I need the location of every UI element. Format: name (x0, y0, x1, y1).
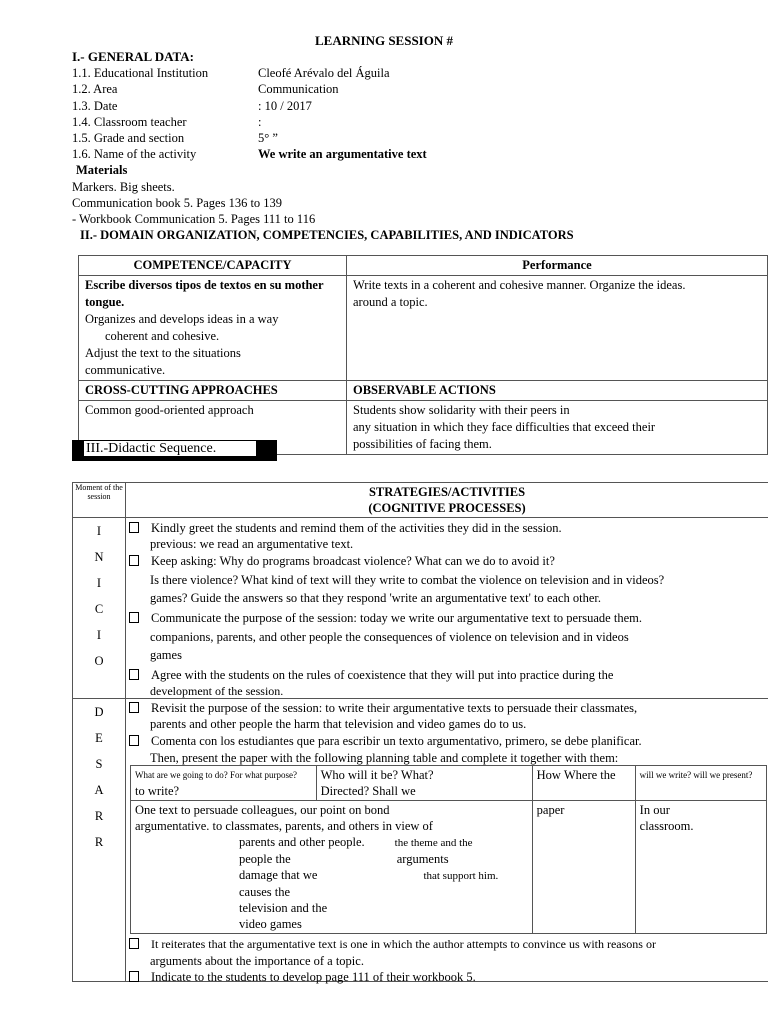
gd-label-3: 1.3. Date (72, 99, 118, 113)
action-line-3: possibilities of facing them. (353, 437, 492, 451)
checkbox-icon (129, 702, 139, 713)
competence-header: COMPETENCE/CAPACITY (79, 256, 347, 276)
plan-paper: paper (536, 803, 565, 817)
inicio-line: development of the session. (150, 684, 284, 698)
checkbox-icon (129, 555, 139, 566)
letter: A (94, 783, 104, 797)
plan-row-line: arguments (396, 852, 449, 866)
letter: S (95, 757, 103, 771)
inicio-line: Keep asking: Why do programs broadcast violence? What can we do to avoid it? (151, 554, 555, 568)
inicio-activities (126, 518, 768, 699)
desarrollo-line: Then, present the paper with the following planning table and complete it together with them: (150, 751, 619, 765)
plan-row-line: One text to persuade colleagues, our point on bond (135, 803, 390, 817)
cross-cutting-header: CROSS-CUTTING APPROACHES (79, 381, 347, 401)
gd-value-6: We write an argumentative text (258, 147, 427, 161)
didactic-sequence-heading: III.-Didactic Sequence. (84, 441, 256, 456)
strategies-header: STRATEGIES/ACTIVITIES (368, 485, 526, 499)
plan-classroom: In our (639, 803, 670, 817)
plan-row-line: argumentative. to classmates, parents, and others in view of (135, 819, 433, 833)
closing-line: Indicate to the students to develop page 111 of their workbook 5. (151, 970, 476, 984)
inicio-line: games? Guide the answers so that they respond 'write an argumentative text' to each other. (150, 591, 602, 605)
capacity-1b: coherent and cohesive. (105, 329, 220, 343)
action-line-2: any situation in which they face difficulties that exceed their (353, 420, 656, 434)
plan-row-line: damage that we (239, 868, 318, 882)
plan-row-line: parents and other people. (239, 835, 365, 849)
plan-row-line: the theme and the (394, 837, 473, 849)
gd-value-4: : (258, 115, 262, 129)
materials-line-1: Markers. Big sheets. (72, 180, 175, 194)
checkbox-icon (129, 971, 139, 982)
closing-line: arguments about the importance of a topic. (150, 954, 364, 968)
general-data-heading: I.- GENERAL DATA: (72, 49, 194, 64)
letter: I (96, 576, 102, 590)
checkbox-icon (129, 938, 139, 949)
inicio-line: previous: we read an argumentative text. (150, 537, 354, 551)
inicio-line: Kindly greet the students and remind them of the activities they did in the session. (151, 521, 562, 535)
inicio-line: games (150, 648, 182, 662)
inicio-line: Communicate the purpose of the session: today we write our argumentative text to persuade them. (151, 611, 642, 625)
didactic-sequence-banner (72, 440, 277, 461)
closing-line: It reiterates that the argumentative text is one in which the author attempts to convince us with reasons or (151, 937, 656, 951)
gd-label-6: 1.6. Name of the activity (72, 147, 197, 161)
observable-actions-header: OBSERVABLE ACTIONS (347, 381, 768, 401)
plan-header-who: Who will it be? What? (320, 768, 434, 782)
plan-row-line: causes the (239, 885, 291, 899)
moment-header: Moment of the session (73, 483, 126, 518)
gd-value-5: 5° ” (258, 131, 278, 145)
desarrollo-line: Comenta con los estudiantes que para escribir un texto argumentativo, primero, se debe planificar. (151, 734, 642, 748)
letter: O (94, 654, 104, 668)
domain-heading: II.- DOMAIN ORGANIZATION, COMPETENCIES, CAPABILITIES, AND INDICATORS (80, 228, 574, 242)
competence-text: Escribe diversos tipos de textos en su mother tongue. (85, 278, 324, 309)
approach-text: Common good-oriented approach (79, 401, 347, 455)
inicio-line: Agree with the students on the rules of coexistence that they will put into practice during the (151, 668, 614, 682)
gd-label-5: 1.5. Grade and section (72, 131, 185, 145)
plan-row-line: people the (239, 852, 291, 866)
gd-value-2: Communication (258, 82, 339, 96)
materials-line-2: Communication book 5. Pages 136 to 139 (72, 196, 283, 210)
plan-classroom-2: classroom. (639, 819, 694, 833)
letter: I (96, 524, 102, 538)
competence-table (78, 255, 768, 455)
inicio-line: companions, parents, and other people the consequences of violence on television and in videos (150, 630, 629, 644)
letter: C (94, 602, 104, 616)
plan-header-directed: Directed? Shall we (320, 784, 416, 798)
plan-header-will: will we write? will we present? (639, 770, 753, 780)
gd-label-2: 1.2. Area (72, 82, 118, 96)
moment-inicio (73, 518, 126, 699)
plan-header-what-b: to write? (135, 784, 180, 798)
materials-line-3: - Workbook Communication 5. Pages 111 to 116 (72, 212, 316, 226)
checkbox-icon (129, 735, 139, 746)
performance-text: Write texts in a coherent and cohesive manner. Organize the ideas. around a topic. (353, 278, 686, 309)
gd-label-1: 1.1. Educational Institution (72, 66, 209, 80)
plan-header-what: What are we going to do? For what purpose? (135, 770, 297, 780)
letter: R (94, 809, 104, 823)
checkbox-icon (129, 669, 139, 680)
materials-heading: Materials (76, 163, 128, 177)
cognitive-header: (COGNITIVE PROCESSES) (368, 501, 526, 515)
plan-row-line: video games (239, 917, 302, 931)
capacity-1: Organizes and develops ideas in a way (85, 312, 279, 326)
plan-header-how: How Where the (536, 768, 616, 782)
capacity-2: Adjust the text to the situations communicative. (85, 346, 241, 377)
desarrollo-line: parents and other people the harm that television and video games do to us. (150, 717, 527, 731)
plan-row-line: that support him. (423, 870, 499, 882)
letter: E (95, 731, 103, 745)
letter: R (94, 835, 104, 849)
plan-row-line: television and the (239, 901, 328, 915)
gd-value-3: : 10 / 2017 (258, 99, 312, 113)
inicio-line: Is there violence? What kind of text will they write to combat the violence on television and in videos? (150, 573, 665, 587)
planning-table (130, 765, 767, 934)
action-line-1: Students show solidarity with their peers in (353, 403, 570, 417)
moment-desarrollo (73, 699, 126, 982)
gd-label-4: 1.4. Classroom teacher (72, 115, 187, 129)
page-title: LEARNING SESSION # (315, 33, 453, 48)
letter: D (94, 705, 104, 719)
gd-value-1: Cleofé Arévalo del Águila (258, 66, 390, 80)
checkbox-icon (129, 612, 139, 623)
letter: I (96, 628, 102, 642)
performance-header: Performance (347, 256, 768, 276)
letter: N (94, 550, 104, 564)
checkbox-icon (129, 522, 139, 533)
desarrollo-line: Revisit the purpose of the session: to write their argumentative texts to persuade their classmates, (151, 701, 638, 715)
